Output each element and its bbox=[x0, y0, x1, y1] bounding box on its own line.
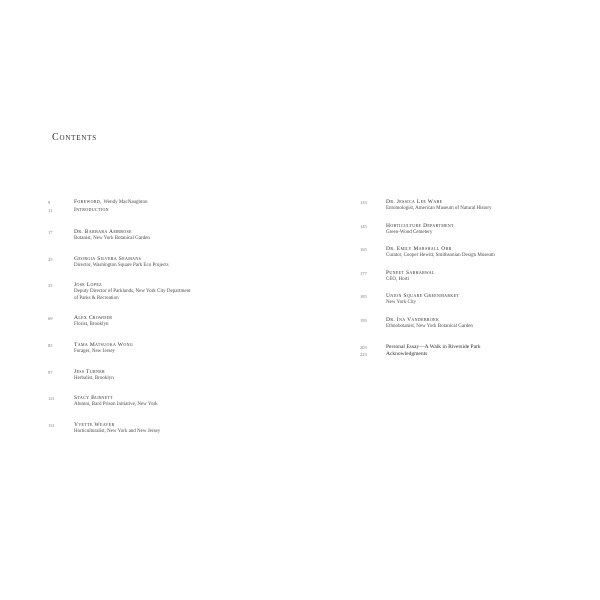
toc-entry-subtitle: Herbalist, Brooklyn bbox=[74, 375, 114, 381]
toc-entry-title: Horticulture Department bbox=[386, 222, 454, 229]
toc-entry-body bbox=[386, 270, 560, 284]
toc-page-number: 97 bbox=[48, 369, 53, 375]
toc-entry-author: Wendy MacNaughton bbox=[103, 200, 148, 205]
toc-entry-title: Introduction bbox=[74, 207, 109, 213]
toc-entry-body bbox=[74, 422, 298, 436]
toc-entry bbox=[48, 369, 298, 383]
toc-page-number: 131 bbox=[48, 422, 55, 428]
toc-entry bbox=[48, 199, 298, 206]
toc-page-number: 165 bbox=[360, 247, 367, 253]
toc-entry bbox=[48, 256, 298, 270]
toc-entry-title: Dr. Barbara Ambrose bbox=[74, 229, 132, 235]
toc-entry-subtitle: Florist, Brooklyn bbox=[74, 322, 109, 328]
toc-entry-body bbox=[386, 246, 560, 260]
toc-entry-title: Stacy Burnett bbox=[74, 395, 113, 402]
toc-entry bbox=[48, 395, 298, 409]
contents-heading: Contents bbox=[52, 132, 97, 143]
toc-entry bbox=[360, 344, 560, 351]
toc-entry-body bbox=[386, 293, 560, 307]
toc-entry-title: Personal Essay—A Walk in Riverside Park bbox=[386, 343, 481, 350]
toc-page-number: 25 bbox=[48, 256, 53, 262]
toc-page-number: 83 bbox=[48, 342, 53, 348]
toc-entry bbox=[360, 293, 560, 307]
toc-entry bbox=[360, 270, 560, 284]
toc-entry-title: Jose Lopez bbox=[74, 282, 102, 289]
toc-entry-body bbox=[386, 223, 560, 237]
toc-page-number: 195 bbox=[360, 317, 367, 323]
toc-entry-body bbox=[74, 256, 298, 270]
toc-page-number: 223 bbox=[360, 351, 367, 357]
toc-entry-subtitle: Curator, Cooper Hewitt, Smithsonian Design Museum bbox=[386, 253, 495, 259]
contents-left-column bbox=[48, 199, 298, 435]
toc-entry-title: Tama Matsuoka Wong bbox=[74, 341, 134, 348]
toc-entry-title: Foreword, Wendy MacNaughton bbox=[74, 199, 148, 205]
toc-entry bbox=[48, 282, 298, 302]
toc-page-number: 9 bbox=[48, 200, 51, 205]
toc-entry-title: Yvette Weaver bbox=[74, 421, 115, 428]
toc-page-number: 121 bbox=[48, 396, 55, 402]
toc-page-number: 35 bbox=[48, 283, 53, 289]
toc-page-number: 17 bbox=[48, 230, 53, 235]
toc-page-number: 203 bbox=[360, 344, 367, 350]
toc-page-number: 133 bbox=[360, 200, 367, 205]
toc-entry-body bbox=[386, 199, 560, 213]
toc-entry bbox=[48, 422, 298, 436]
toc-page-number: 177 bbox=[360, 270, 367, 276]
toc-entry-title: Georgia Silvera Seamans bbox=[74, 255, 142, 262]
toc-page-number: 185 bbox=[360, 294, 367, 300]
contents-right-column bbox=[360, 199, 560, 358]
toc-entry-body bbox=[74, 199, 298, 206]
toc-entry-subtitle: Entomologist, American Museum of Natural History bbox=[386, 206, 492, 211]
toc-entry bbox=[360, 351, 560, 358]
toc-entry-body bbox=[74, 315, 298, 329]
toc-entry-subtitle: Horticulturalist, New York and New Jersey bbox=[74, 428, 161, 434]
toc-entry bbox=[360, 199, 560, 213]
toc-entry-subtitle: New York City bbox=[386, 300, 417, 306]
toc-entry bbox=[360, 246, 560, 260]
toc-entry-subtitle: of Parks & Recreation bbox=[74, 295, 119, 301]
toc-entry-title: Alex Crowder bbox=[74, 315, 113, 322]
toc-entry-subtitle: Director, Washington Square Park Eco Projects bbox=[74, 262, 169, 268]
toc-entry-subtitle: Forager, New Jersey bbox=[74, 348, 116, 354]
toc-page-number: 145 bbox=[360, 223, 367, 229]
toc-entry-title: Dr. Emily Marshall Orr bbox=[386, 246, 452, 253]
toc-entry-body bbox=[74, 342, 298, 356]
toc-entry-subtitle: Ethnobotanist, New York Botanical Garden bbox=[386, 323, 473, 329]
toc-entry-subtitle: CEO, Horti bbox=[386, 276, 410, 282]
toc-entry-body bbox=[74, 369, 298, 383]
toc-entry-body bbox=[74, 395, 298, 409]
toc-entry bbox=[48, 342, 298, 356]
toc-entry-title: Acknowledgments bbox=[386, 350, 428, 357]
toc-entry-body bbox=[74, 282, 298, 302]
toc-entry-title: Union Square Greenmarket bbox=[386, 293, 460, 300]
toc-entry-subtitle: Botanist, New York Botanical Garden bbox=[74, 236, 150, 241]
toc-page-number: 11 bbox=[48, 208, 53, 213]
toc-entry-body bbox=[74, 229, 298, 243]
toc-entry-subtitle: Green-Wood Cemetery bbox=[386, 229, 433, 235]
toc-entry-body bbox=[386, 351, 560, 358]
toc-page-number: 69 bbox=[48, 316, 53, 322]
toc-entry bbox=[360, 223, 560, 237]
toc-entry bbox=[48, 207, 298, 214]
toc-entry-body bbox=[386, 317, 560, 331]
toc-entry-body bbox=[74, 207, 298, 214]
toc-entry bbox=[360, 317, 560, 331]
toc-entry-subtitle: Deputy Director of Parklands, New York City Department bbox=[74, 289, 191, 295]
toc-entry bbox=[48, 315, 298, 329]
toc-entry-body bbox=[386, 344, 560, 351]
toc-entry bbox=[48, 229, 298, 243]
toc-entry-title: Dr. Ina Vandebroek bbox=[386, 316, 440, 323]
toc-entry-title: Dr. Jessica Lee Ware bbox=[386, 199, 443, 205]
toc-entry-title: Puneet Sabharwal bbox=[386, 269, 435, 276]
toc-entry-subtitle: Alumni, Bard Prison Initiative, New York bbox=[74, 402, 158, 408]
toc-entry-title: Jess Turner bbox=[74, 368, 106, 375]
